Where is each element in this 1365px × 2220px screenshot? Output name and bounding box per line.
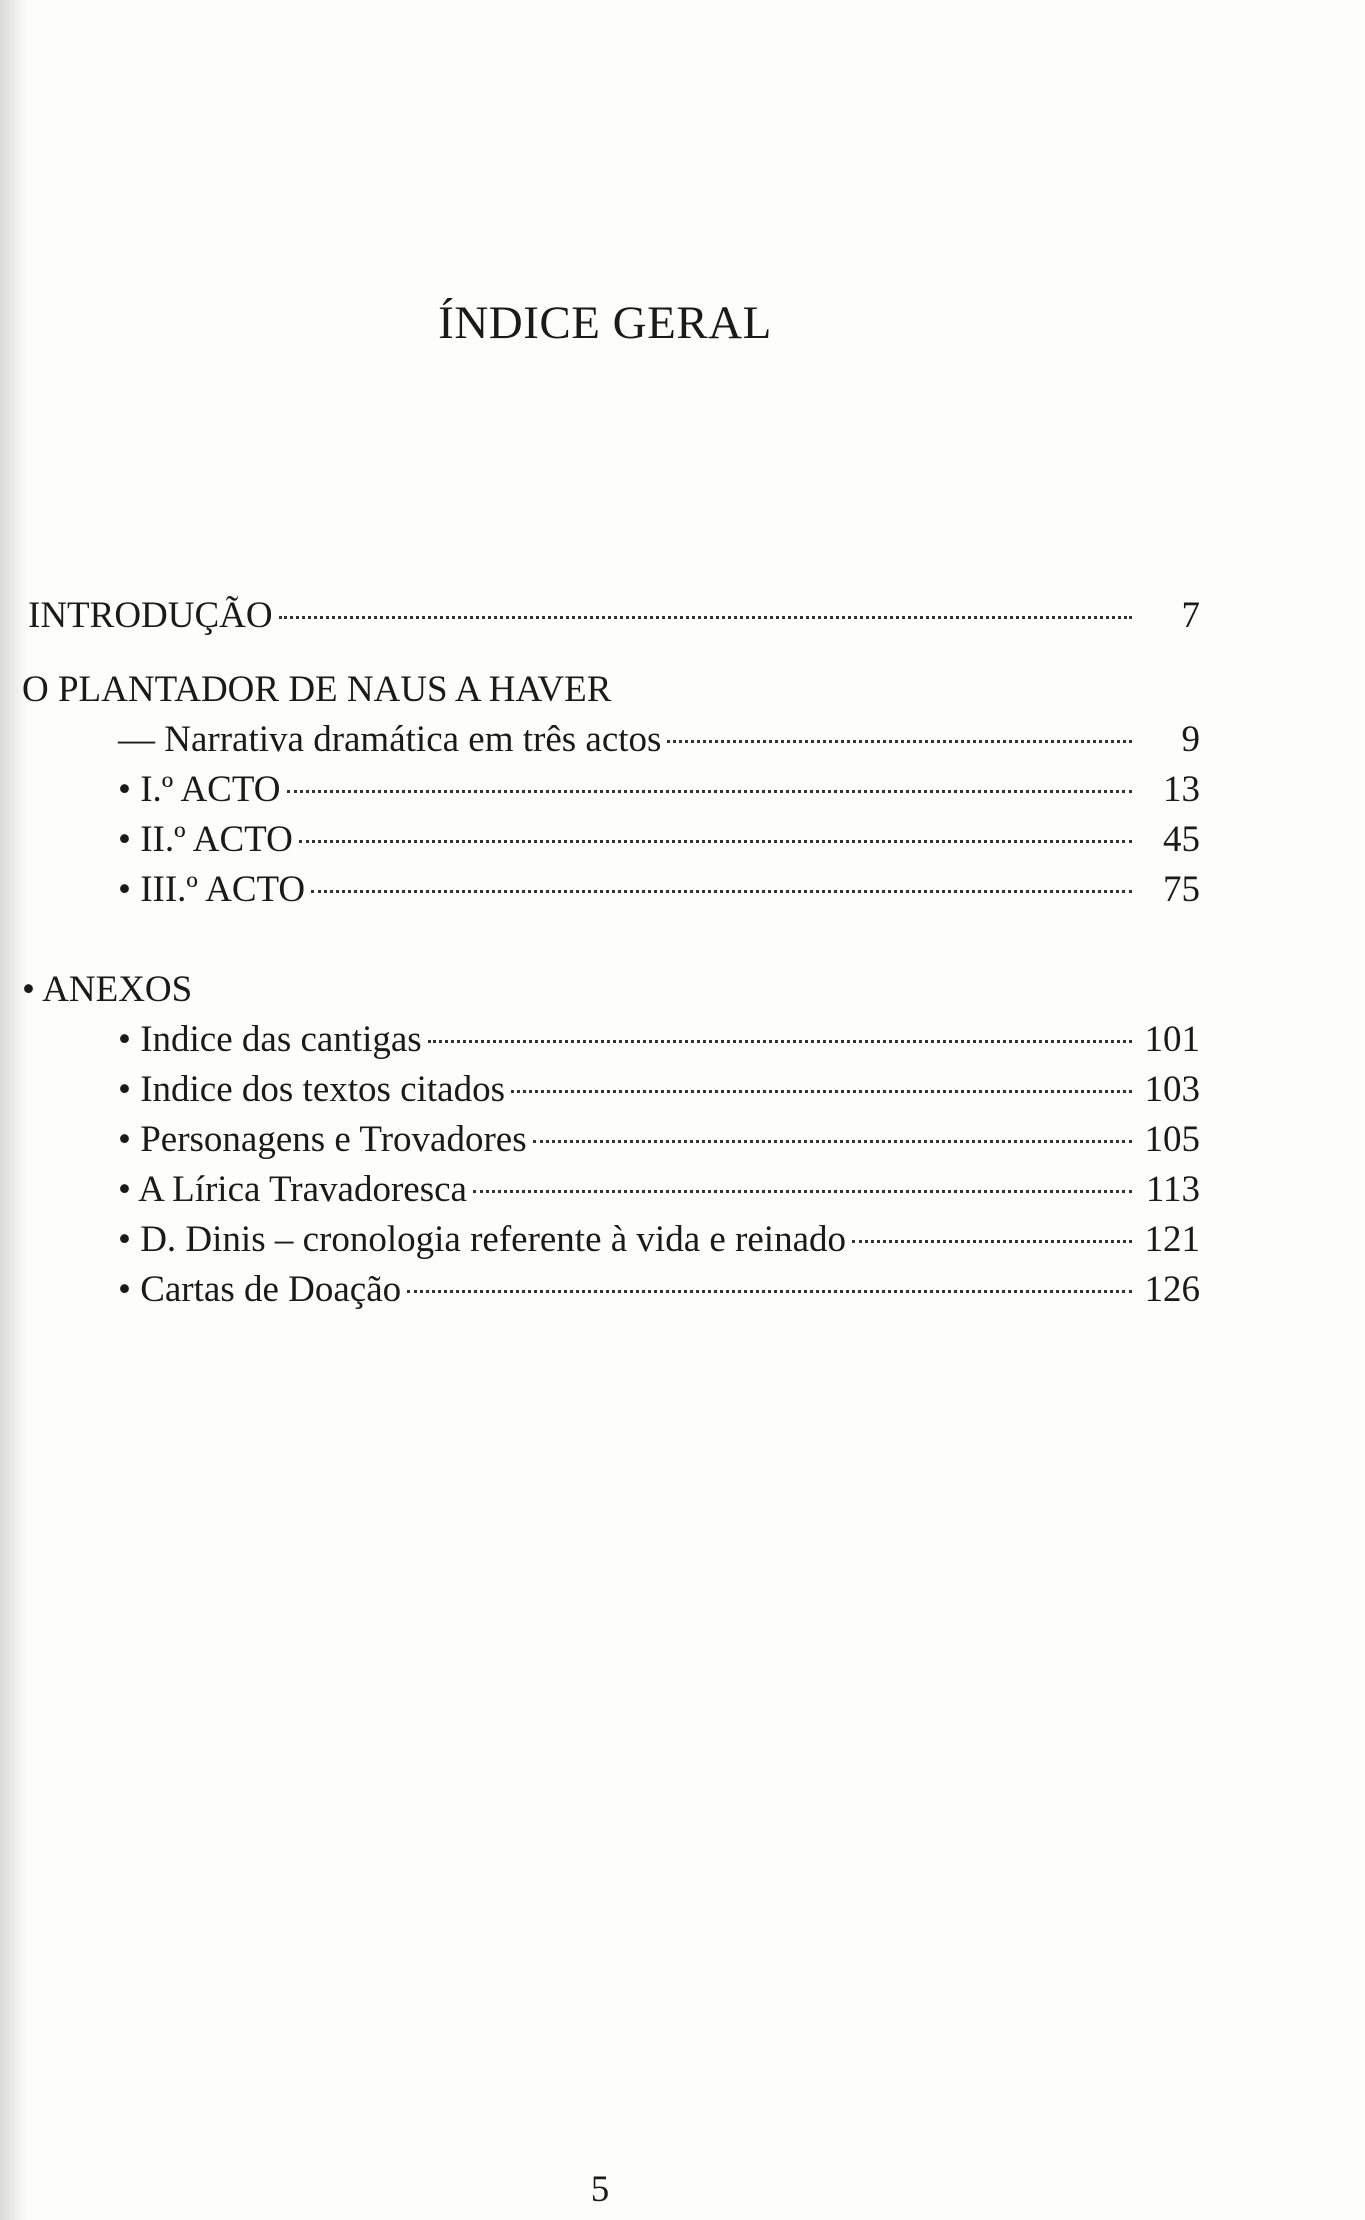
toc-entry (118, 1266, 1200, 1314)
toc-leader-dots (299, 840, 1132, 843)
toc-entry-label: • Personagens e Trovadores (118, 1119, 527, 1160)
toc-entry-label: • II.º ACTO (118, 819, 293, 860)
toc-entry (118, 766, 1200, 814)
toc-leader-dots (473, 1190, 1132, 1193)
toc-entry (118, 1016, 1200, 1064)
toc-entry-page: 126 (1144, 1269, 1200, 1310)
toc-entry-page: 105 (1144, 1119, 1200, 1160)
page-title: ÍNDICE GERAL (438, 297, 772, 349)
toc-entry-introducao (28, 592, 1200, 640)
toc-entry-page: 113 (1145, 1169, 1200, 1210)
toc-entry-page: 75 (1163, 869, 1200, 910)
section-heading-play: O PLANTADOR DE NAUS A HAVER (22, 669, 612, 710)
toc-leader-dots (852, 1240, 1132, 1243)
toc-entry-label: • III.º ACTO (118, 869, 306, 910)
toc-entry-page: 121 (1144, 1219, 1200, 1260)
toc-entry-label: • A Lírica Travadoresca (118, 1169, 467, 1210)
toc-entry (118, 1216, 1200, 1264)
toc-entry-label: • Indice dos textos citados (118, 1069, 505, 1110)
toc-entry-page: 7 (1181, 595, 1200, 636)
toc-entry (118, 866, 1200, 914)
toc-entry (118, 1066, 1200, 1114)
page-number: 5 (590, 2169, 610, 2210)
toc-entry (118, 1166, 1200, 1214)
toc-leader-dots (287, 790, 1132, 793)
toc-leader-dots (533, 1140, 1132, 1143)
toc-entry-page: 45 (1163, 819, 1200, 860)
toc-leader-dots (279, 616, 1132, 619)
toc-leader-dots (667, 740, 1132, 743)
toc-entry-label: • Indice das cantigas (118, 1019, 422, 1060)
toc-entry-label: • I.º ACTO (118, 769, 281, 810)
toc-leader-dots (407, 1290, 1132, 1293)
toc-entry (118, 716, 1200, 764)
toc-entry-label: — Narrativa dramática em três actos (118, 719, 662, 760)
toc-entry-label: • D. Dinis – cronologia referente à vida e reinado (118, 1219, 847, 1260)
section-heading-annexes: • ANEXOS (22, 969, 193, 1010)
toc-entry-page: 103 (1144, 1069, 1200, 1110)
toc-entry-page: 13 (1163, 769, 1200, 810)
toc-entry-page: 101 (1144, 1019, 1200, 1060)
toc-entry (118, 816, 1200, 864)
toc-entry-label: INTRODUÇÃO (28, 595, 273, 636)
toc-leader-dots (511, 1090, 1132, 1093)
toc-entry-page: 9 (1181, 719, 1200, 760)
toc-leader-dots (428, 1040, 1132, 1043)
toc-leader-dots (311, 890, 1132, 893)
toc-entry-label: • Cartas de Doação (118, 1269, 402, 1310)
toc-entry (118, 1116, 1200, 1164)
